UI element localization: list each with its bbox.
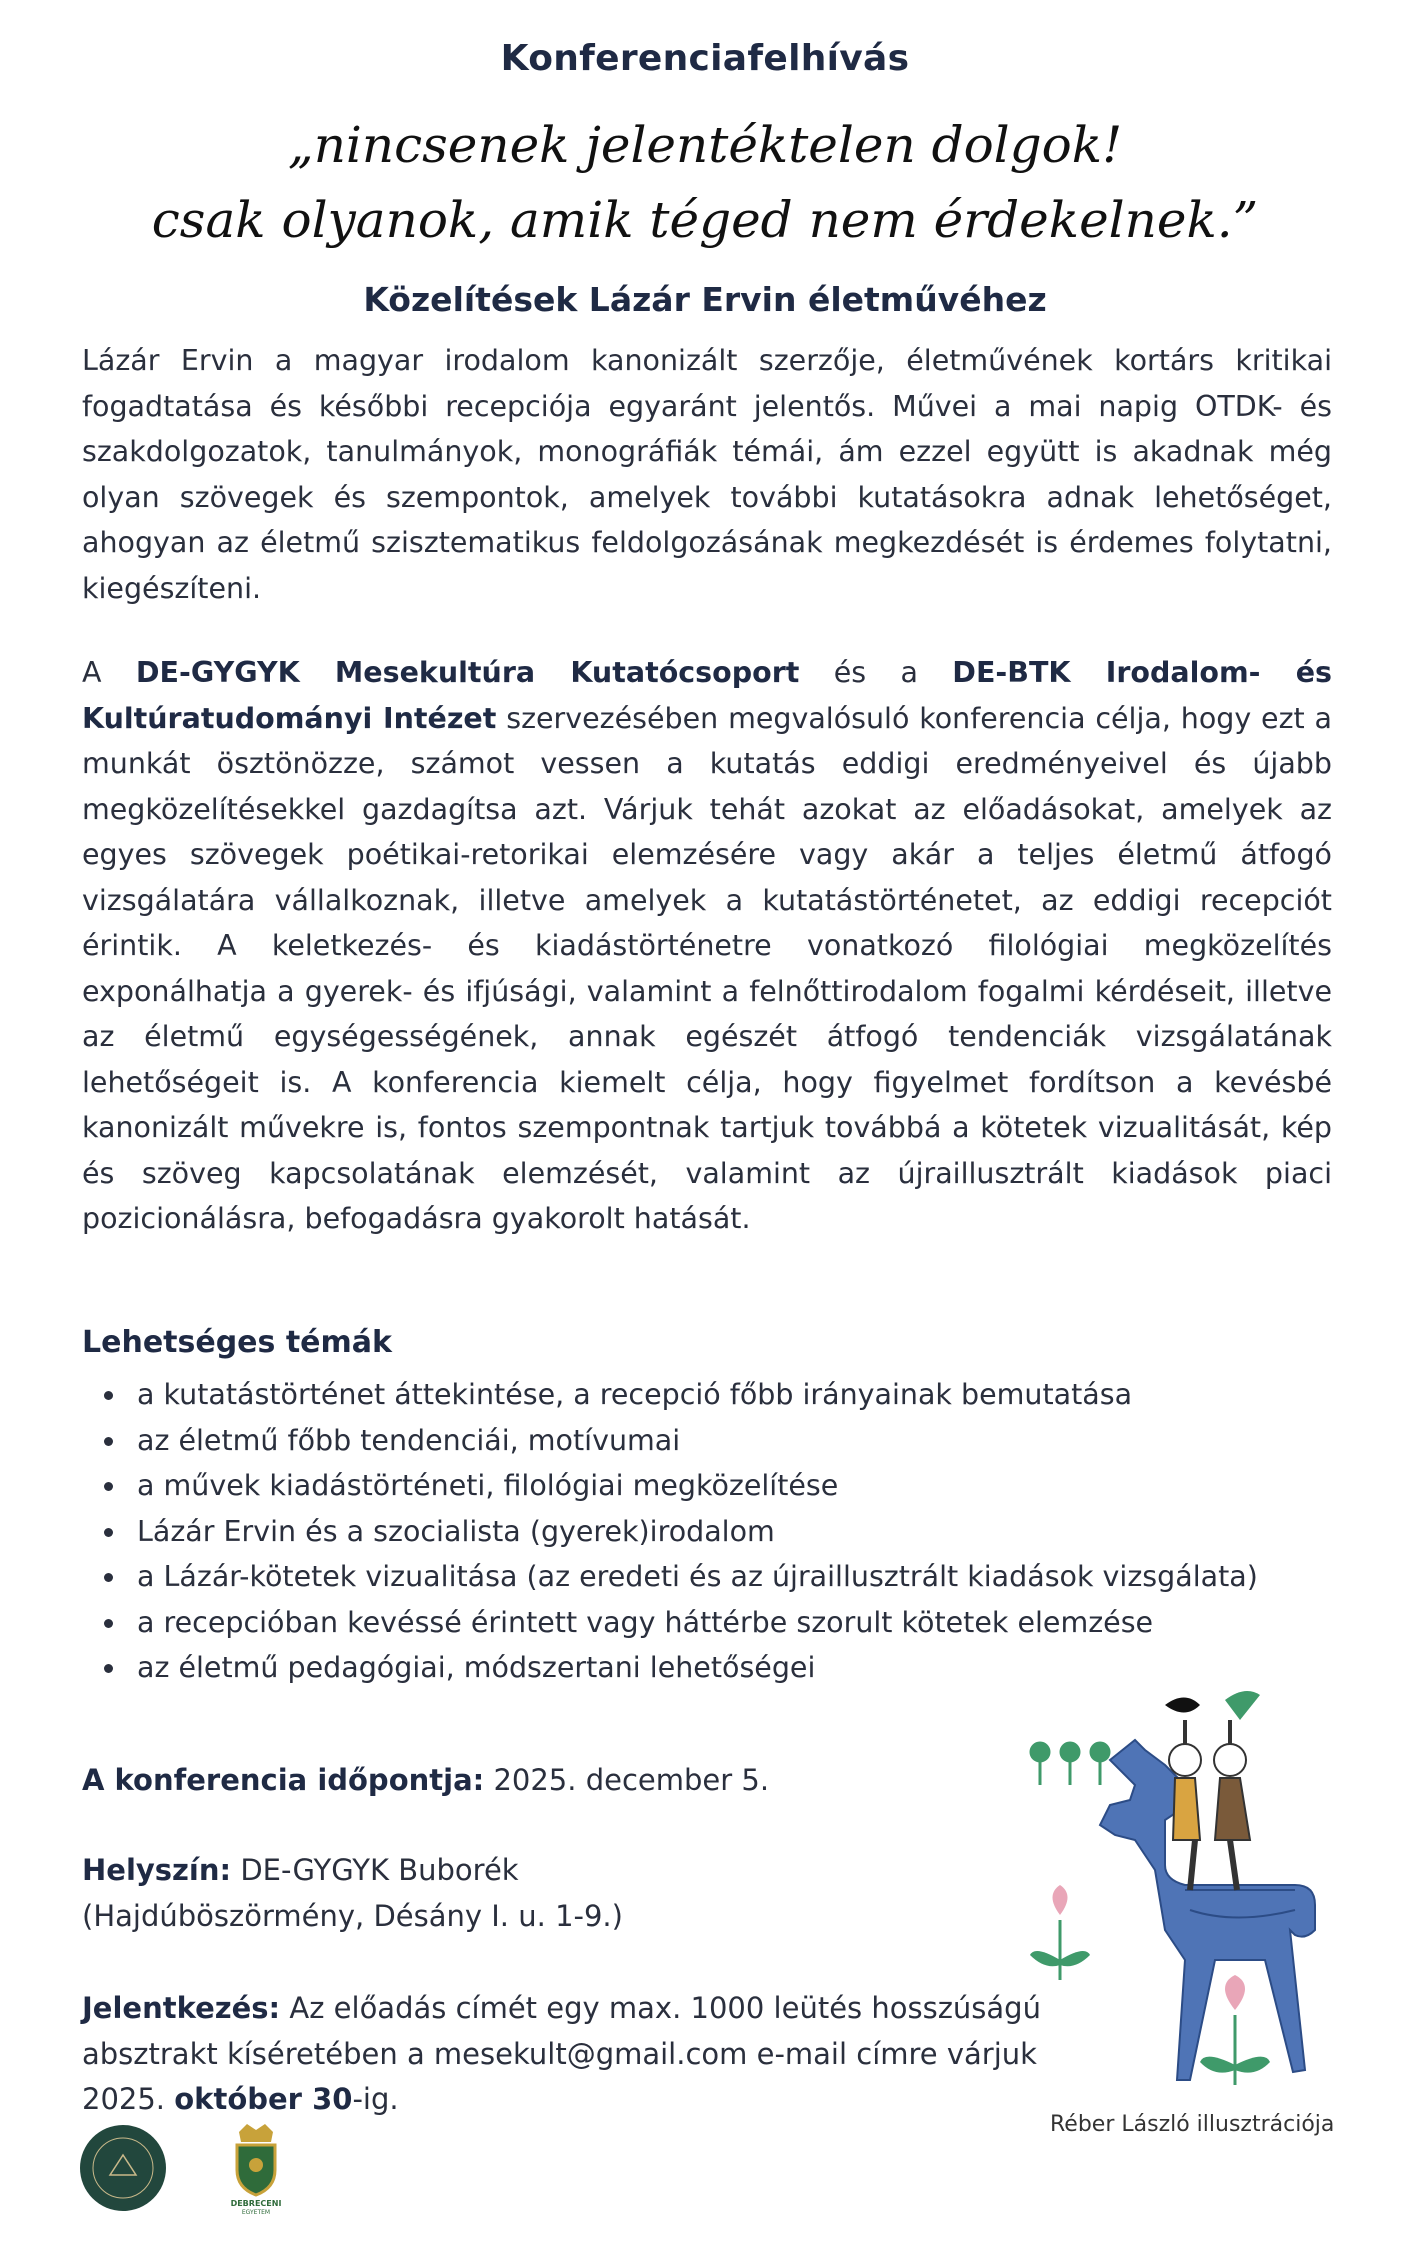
- purpose-text-2: és a: [799, 656, 953, 689]
- tree-icon: [1030, 1742, 1110, 1785]
- horse-icon: [1100, 1740, 1315, 2080]
- list-item: az életmű pedagógiai, módszertani lehetőségei: [82, 1645, 1332, 1691]
- date-value: 2025. december 5.: [484, 1763, 770, 1797]
- intro-paragraph: Lázár Ervin a magyar irodalom kanonizált szerzője, életművének kortárs kritikai fogadtatása és későbbi recepciója egyaránt jelentős. Művei a mai napig OTDK- és szakdolgozatok, tanulmányok, monográfiák témái, ám ezzel együtt is akadnak még olyan szövegek és szempontok, amelyek további kutatásokra adnak lehetőséget, ahogyan az életmű szisztematikus feldolgozásának megkezdését is érdemes folytatni, kiegészíteni.: [82, 344, 1332, 605]
- registration-text-end: -ig.: [352, 2082, 399, 2116]
- organizer-1: DE-GYGYK Mesekultúra Kutatócsoport: [135, 656, 800, 689]
- topics-heading: Lehetséges témák: [82, 1325, 392, 1360]
- page-title: Konferenciafelhívás: [500, 38, 910, 79]
- university-name-line2: EGYETEM: [241, 2209, 271, 2215]
- flower-icon: [1200, 1975, 1270, 2085]
- list-item: az életmű főbb tendenciái, motívumai: [82, 1418, 1332, 1464]
- venue-label: Helyszín:: [82, 1853, 232, 1887]
- conference-venue: [82, 1848, 1082, 1939]
- list-item: a kutatástörténet áttekintése, a recepció főbb irányainak bemutatása: [82, 1372, 1332, 1418]
- date-label: A konferencia időpontja:: [82, 1763, 485, 1797]
- registration-label: Jelentkezés:: [82, 1991, 281, 2025]
- conference-date: [82, 1758, 1082, 1804]
- list-item: Lázár Ervin és a szocialista (gyerek)irodalom: [82, 1509, 1332, 1555]
- registration-text: Az előadás címét egy max. 1000 leütés hosszúságú absztrakt kíséretében a mesekult@gmail.com e-mail címre várjuk 2025.: [82, 1991, 1041, 2116]
- research-group-logo: [80, 2125, 166, 2211]
- registration-deadline: október 30: [174, 2082, 353, 2116]
- illustration-caption: Réber László illusztrációja: [1050, 2112, 1335, 2137]
- venue-value: DE-GYGYK Buborék: [231, 1853, 519, 1887]
- topics-list: [82, 1372, 1332, 1691]
- list-item: a Lázár-kötetek vizualitása (az eredeti és az újraillusztrált kiadások vizsgálata): [82, 1554, 1287, 1600]
- list-item: a művek kiadástörténeti, filológiai megközelítése: [82, 1463, 1332, 1509]
- quote-line-1: „nincsenek jelentéktelen dolgok!: [287, 116, 1123, 174]
- purpose-text-1: A: [82, 656, 136, 689]
- university-name-line1: DEBRECENI: [230, 2199, 282, 2208]
- venue-address: (Hajdúböszörmény, Désány I. u. 1-9.): [82, 1898, 623, 1933]
- cat-riders-icon: [1165, 1691, 1260, 1890]
- flower-icon: [1030, 1885, 1090, 1980]
- organizer-2: DE-BTK Irodalom- és Kultúratudományi Intézet: [82, 656, 1332, 735]
- registration-info: [82, 1986, 1082, 2123]
- quote-line-2: csak olyanok, amik téged nem érdekelnek.”: [151, 191, 1259, 249]
- purpose-text-3: szervezésében megvalósuló konferencia célja, hogy ezt a munkát ösztönözze, számot vessen a kutatás eddigi eredményeivel és újabb megközelítésekkel gazdagítsa azt. Várjuk tehát azokat az előadásokat, amelyek az egyes szövegek poétikai-retorikai elemzésére vagy akár a teljes életmű átfogó vizsgálatára vállalkoznak, illetve amelyek a kutatástörténetet, az eddigi recepciót érintik. A keletkezés- és kiadástörténetre vonatkozó filológiai megközelítés exponálhatja a gyerek- és ifjúsági, valamint a felnőttirodalom fogalmi kérdéseit, illetve az életmű egységességének, annak egészét átfogó tendenciák vizsgálatának lehetőségeit is. A konferencia kiemelt célja, hogy figyelmet fordítson a kevésbé kanonizált művekre is, fontos szempontnak tartjuk továbbá a kötetek vizualitását, kép és szöveg kapcsolatának elemzését, valamint az újraillusztrált kiadások piaci pozicionálásra, befogadásra gyakorolt hatását.: [82, 701, 1332, 1235]
- horse-illustration: [1015, 1690, 1360, 2110]
- conference-subtitle: Közelítések Lázár Ervin életművéhez: [363, 280, 1047, 319]
- purpose-paragraph: [82, 650, 1332, 1242]
- university-crest-logo: [225, 2120, 287, 2215]
- list-item: a recepcióban kevéssé érintett vagy háttérbe szorult kötetek elemzése: [82, 1600, 1332, 1646]
